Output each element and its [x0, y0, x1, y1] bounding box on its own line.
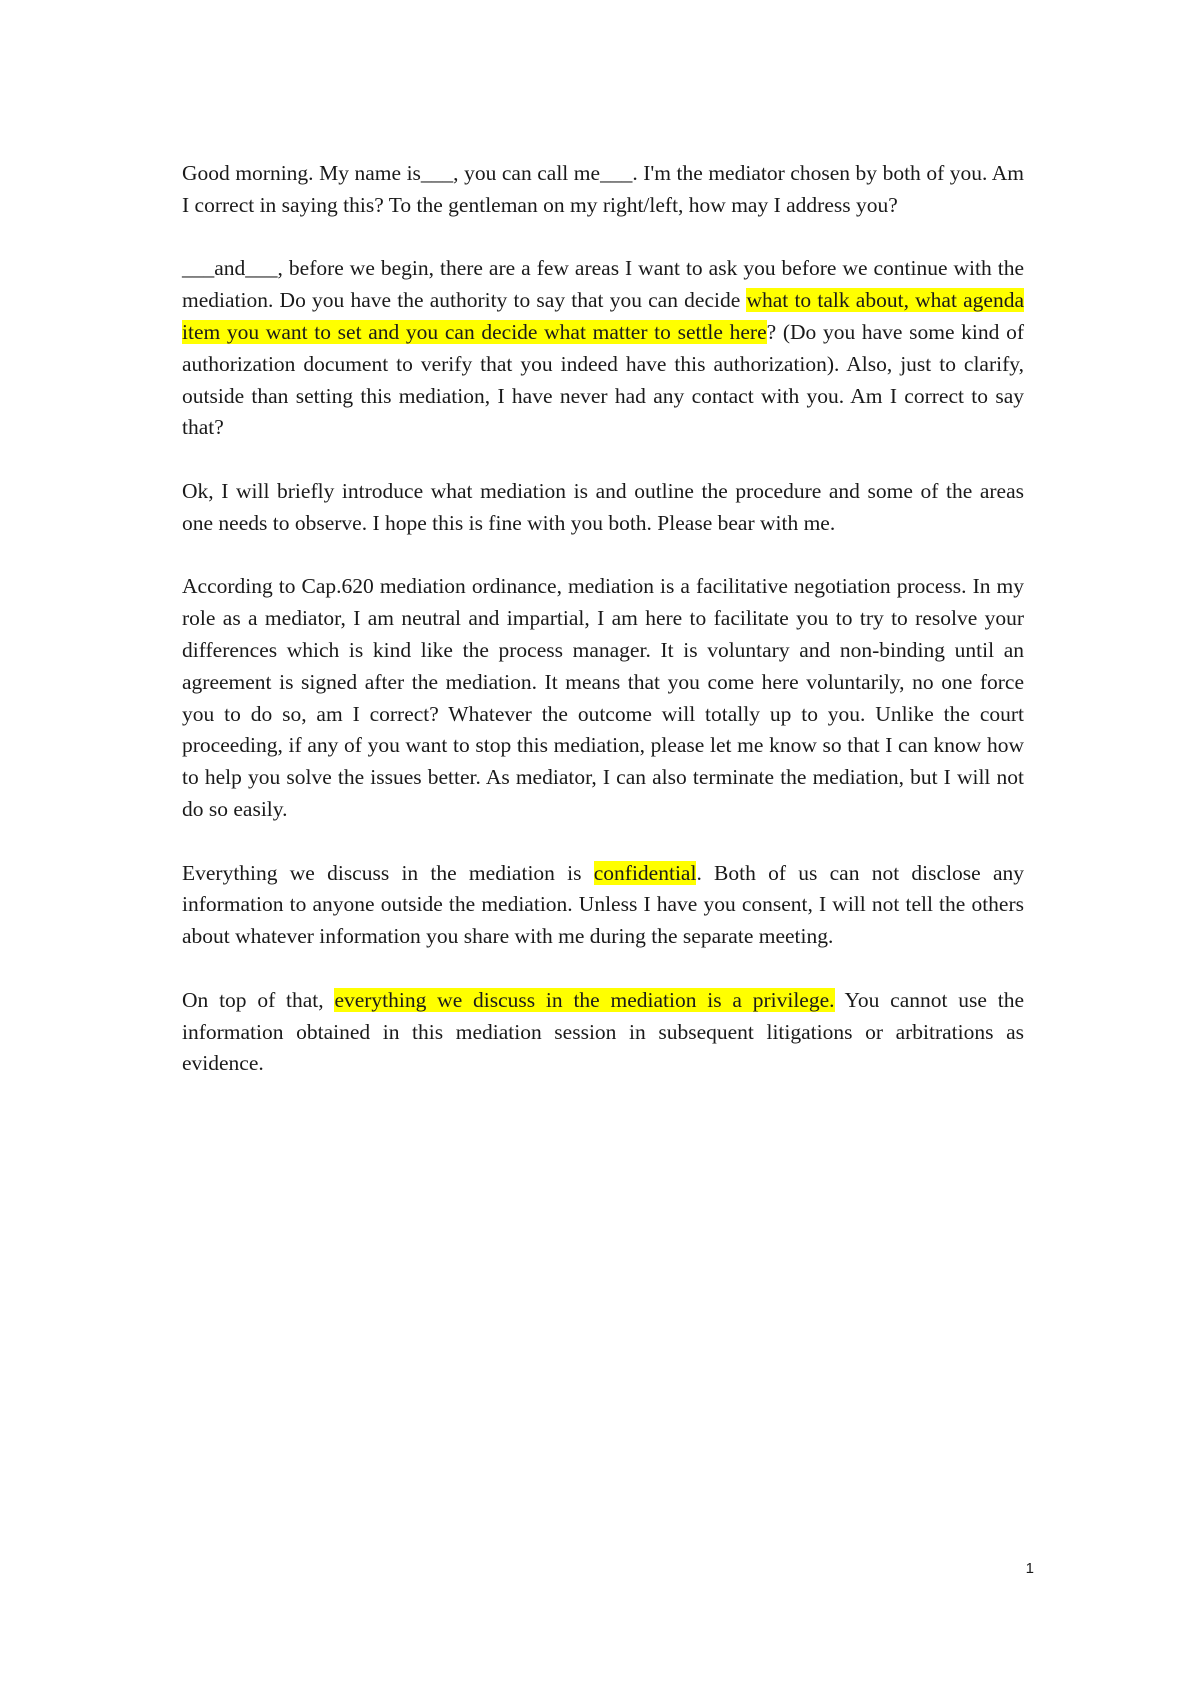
paragraph-introduction [182, 476, 1024, 540]
text-segment: Everything we discuss in the mediation is [182, 860, 594, 885]
paragraph-privilege [182, 985, 1024, 1080]
text-segment: Ok, I will briefly introduce what mediation is and outline the procedure and some of the areas one needs to observe. I hope this is fine with you both. Please bear with me. [182, 478, 1024, 535]
text-segment: . Both of us can not disclose any information to anyone outside the mediation. Unless I have you consent, I will not tell the others about whatever information you share with me during the separate meeting. [182, 860, 1024, 949]
text-segment: Good morning. My name is___, you can call me___. I'm the mediator chosen by both of you. Am I correct in saying this? To the gentleman on my right/left, how may I address you? [182, 161, 1024, 217]
text-segment: ? (Do you have some kind of authorization document to verify that you indeed have this authorization). Also, just to clarify, outside than setting this mediation, I have never had any contact with you. Am I correct to say that? [182, 319, 1024, 440]
text-segment: On top of that, [182, 987, 335, 1012]
text-segment: You cannot use the information obtained in this mediation session in subsequent litigations or arbitrations as evidence. [182, 987, 1024, 1076]
text-segment: ___and___, before we begin, there are a few areas I want to ask you before we continue with the mediation. Do you have the authority to say that you can decide [182, 256, 1024, 313]
paragraph-mediation-definition [182, 571, 1024, 825]
page-number: 1 [1025, 1560, 1034, 1577]
highlighted-text: everything we discuss in the mediation is a privilege. [334, 987, 835, 1012]
highlighted-text: confidential [593, 860, 697, 885]
paragraph-greeting [182, 158, 1024, 222]
paragraph-confidentiality [182, 858, 1024, 953]
paragraph-authority [182, 253, 1024, 444]
document-body [182, 158, 1024, 1112]
highlighted-text: what to talk about, what agenda item you want to set and you can decide what matter to settle here [182, 288, 1024, 344]
text-segment: According to Cap.620 mediation ordinance, mediation is a facilitative negotiation process. In my role as a mediator, I am neutral and impartial, I am here to facilitate you to try to resolve your differences which is kind like the process manager. It is voluntary and non-binding until an agreement is signed after the mediation. It means that you come here voluntarily, no one force you to do so, am I correct? Whatever the outcome will totally up to you. Unlike the court proceeding, if any of you want to stop this mediation, please let me know so that I can know how to help you solve the issues better. As mediator, I can also terminate the mediation, but I will not do so easily. [182, 574, 1024, 821]
